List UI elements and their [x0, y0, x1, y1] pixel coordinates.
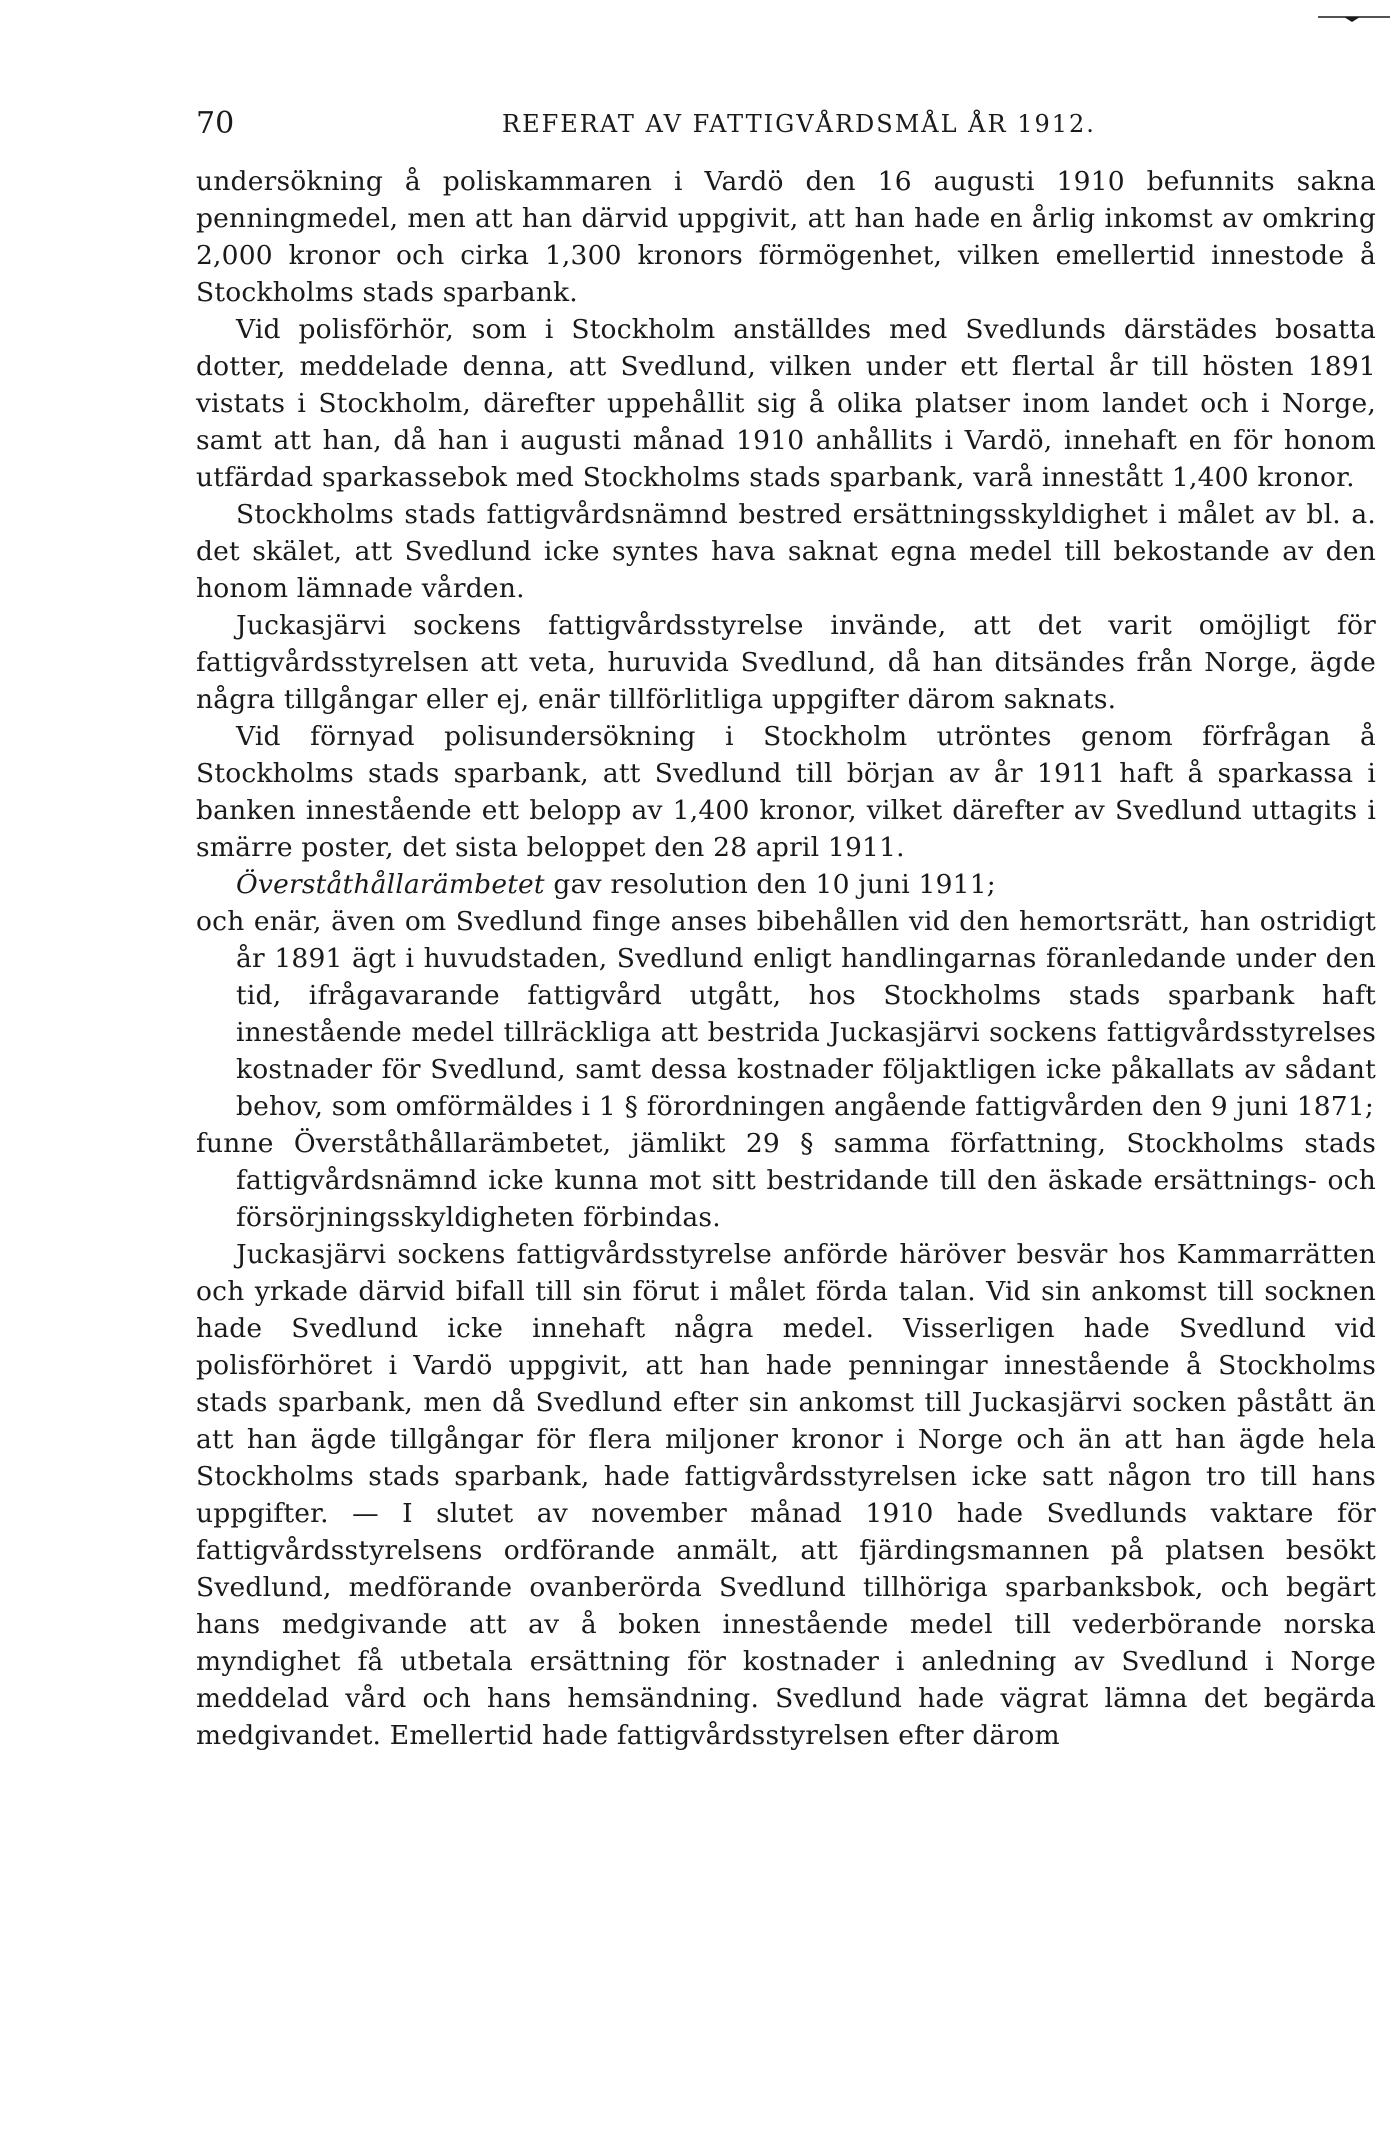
page-body [196, 163, 1376, 1754]
paragraph-9: Juckasjärvi sockens fattigvårdsstyrelse anförde häröver besvär hos Kammarrätten och yrkade därvid bifall till sin förut i målet förda talan. Vid sin ankomst till socknen hade Svedlund icke innehaft några medel. Visserligen hade Svedlund vid polisförhöret i Vardö uppgivit, att han hade penningar innestående å Stockholms stads sparbank, men då Svedlund efter sin ankomst till Juckasjärvi socken påstått än att han ägde tillgångar för flera miljoner kronor i Norge och än att han ägde hela Stockholms stads sparbank, hade fattigvårdsstyrelsen icke satt någon tro till hans uppgifter. — I slutet av november månad 1910 hade Svedlunds vaktare för fattigvårdsstyrelsens ordförande anmält, att fjärdingsmannen på platsen besökt Svedlund, medförande ovanberörda Svedlund tillhöriga sparbanksbok, och begärt hans medgivande att av å boken innestående medel till vederbörande norska myndighet få utbetala ersättning för kostnader i anledning av Svedlund i Norge meddelad vård och hans hemsändning. Svedlund hade vägrat lämna det begärda medgivandet. Emellertid hade fattigvårdsstyrelsen efter därom [196, 1239, 1376, 1751]
paragraph-4: Juckasjärvi sockens fattigvårdsstyrelse invände, att det varit omöjligt för fattigvårdsstyrelsen att veta, huruvida Svedlund, då han ditsändes från Norge, ägde några tillgångar eller ej, enär tillförlitliga uppgifter därom saknats. [196, 610, 1376, 715]
corner-ink-mark [1318, 14, 1390, 24]
paragraph-5: Vid förnyad polisundersökning i Stockholm utröntes genom förfrågan å Stockholms stads sparbank, att Svedlund till början av år 1911 haft å sparkassa i banken innestående ett belopp av 1,400 kronor, vilket därefter av Svedlund uttagits i smärre poster, det sista beloppet den 28 april 1911. [196, 721, 1376, 863]
running-head [196, 104, 1332, 144]
running-title: REFERAT AV FATTIGVÅRDSMÅL ÅR 1912. [502, 110, 1096, 138]
paragraph-1: undersökning å poliskammaren i Vardö den 16 augusti 1910 befunnits sakna penningmedel, men att han därvid uppgivit, att han hade en årlig inkomst av omkring 2,000 kronor och cirka 1,300 kronors förmögenhet, vilken emellertid innestode å Stockholms stads sparbank. [196, 166, 1376, 308]
paragraph-3: Stockholms stads fattigvårdsnämnd bestred ersättningsskyldighet i målet av bl. a. det skälet, att Svedlund icke syntes hava saknat egna medel till bekostande av den honom lämnade vården. [196, 499, 1376, 604]
paragraph-6 [196, 866, 1376, 903]
paragraph-2: Vid polisförhör, som i Stockholm anställdes med Svedlunds därstädes bosatta dotter, meddelade denna, att Svedlund, vilken under ett flertal år till hösten 1891 vistats i Stockholm, därefter uppehållit sig å olika platser inom landet och i Norge, samt att han, då han i augusti månad 1910 anhållits i Vardö, innehaft en för honom utfärdad sparkassebok med Stockholms stads sparbank, varå innestått 1,400 kronor. [196, 314, 1376, 493]
paragraph-7: och enär, även om Svedlund finge anses bibehållen vid den hemortsrätt, han ostridigt år 1891 ägt i huvudstaden, Svedlund enligt handlingarnas föranledande under den tid, ifrågavarande fattigvård utgått, hos Stockholms stads sparbank haft innestående medel tillräckliga att bestrida Juckasjärvi sockens fattigvårdsstyrelses kostnader för Svedlund, samt dessa kostnader följaktligen icke påkallats av sådant behov, som omförmäldes i 1 § förordningen angående fattigvården den 9 juni 1871; [196, 906, 1376, 1122]
paragraph-8: funne Överståthållarämbetet, jämlikt 29 § samma författning, Stockholms stads fattigvårdsnämnd icke kunna mot sitt bestridande till den äskade ersättnings- och försörjningsskyldigheten förbindas. [196, 1128, 1376, 1233]
authority-name: Överståthållarämbetet [236, 869, 545, 900]
resolution-text: gav resolution den 10 juni 1911; [544, 869, 996, 900]
page-number: 70 [196, 106, 235, 141]
